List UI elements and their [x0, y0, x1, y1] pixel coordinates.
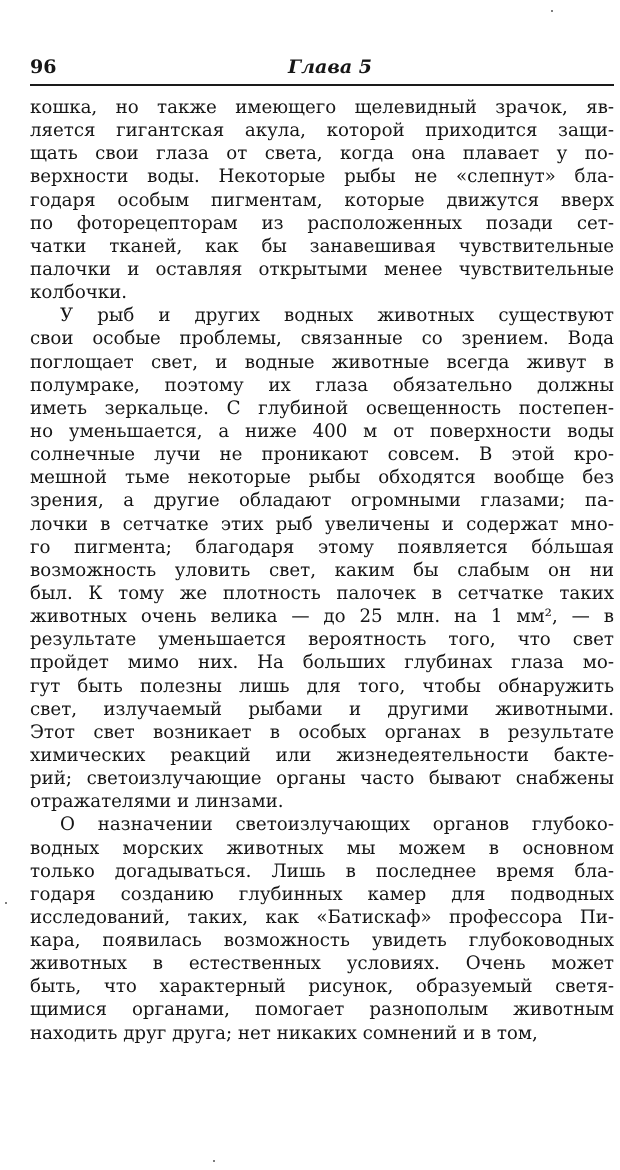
- text-line: химических реакций или жизнедеятельности бакте-: [30, 744, 614, 766]
- text-line: годаря созданию глубинных камер для подводных: [30, 883, 614, 905]
- text-line: был. К тому же плотность палочек в сетчатке таких: [30, 582, 614, 604]
- text-line: зрения, а другие обладают огромными глазами; па-: [30, 490, 614, 512]
- page-header: [30, 50, 614, 86]
- text-line: иметь зеркальце. С глубиной освещенность постепен-: [30, 397, 614, 419]
- text-line: палочки и оставляя открытыми менее чувствительные: [30, 258, 614, 280]
- running-head: Глава 5: [288, 56, 372, 78]
- scan-speck: [5, 902, 7, 904]
- scan-speck: [213, 1160, 215, 1162]
- text-line: свои особые проблемы, связанные со зрением. Вода: [30, 328, 614, 350]
- text-line: щимися органами, помогает разнополым животным: [30, 999, 614, 1021]
- text-line: исследований, таких, как «Батискаф» профессора Пи-: [30, 906, 614, 928]
- text-line: свет, излучаемый рыбами и другими животными.: [30, 698, 614, 720]
- text-line: животных в естественных условиях. Очень может: [30, 953, 614, 975]
- text-line: кара, появилась возможность увидеть глубоководных: [30, 930, 614, 952]
- text-line: солнечные лучи не проникают совсем. В этой кро-: [30, 444, 614, 466]
- text-line: быть, что характерный рисунок, образуемый светя-: [30, 976, 614, 998]
- text-line: У рыб и других водных животных существуют: [60, 305, 614, 327]
- text-line: го пигмента; благодаря этому появляется бо́льшая: [30, 536, 614, 558]
- text-line: только догадываться. Лишь в последнее время бла-: [30, 860, 614, 882]
- book-page: [30, 50, 614, 1150]
- paragraph: [30, 96, 614, 304]
- text-line: мешной тьме некоторые рыбы обходятся вообще без: [30, 467, 614, 489]
- text-line: рий; светоизлучающие органы часто бывают снабжены: [30, 768, 614, 790]
- text-line: лочки в сетчатке этих рыб увеличены и содержат мно-: [30, 513, 614, 535]
- text-line: колбочки.: [30, 282, 128, 304]
- text-line: годаря особым пигментам, которые движутся вверх: [30, 189, 614, 211]
- text-line: верхности воды. Некоторые рыбы не «слепнут» бла-: [30, 166, 614, 188]
- text-line: по фоторецепторам из расположенных позади сет-: [30, 212, 614, 234]
- text-line: чатки тканей, как бы занавешивая чувствительные: [30, 235, 614, 257]
- body-text: [30, 96, 614, 1045]
- text-line: но уменьшается, а ниже 400 м от поверхности воды: [30, 420, 614, 442]
- text-line: отражателями и линзами.: [30, 791, 284, 813]
- paragraph: [30, 813, 614, 1044]
- text-line: животных очень велика — до 25 млн. на 1 мм², — в: [30, 606, 614, 628]
- text-line: пройдет мимо них. На больших глубинах глаза мо-: [30, 652, 614, 674]
- text-line: находить друг друга; нет никаких сомнений и в том,: [30, 1022, 538, 1044]
- paragraph: [30, 304, 614, 813]
- text-line: поглощает свет, и водные животные всегда живут в: [30, 351, 614, 373]
- text-line: Этот свет возникает в особых органах в результате: [30, 721, 614, 743]
- text-line: водных морских животных мы можем в основном: [30, 837, 614, 859]
- text-line: щать свои глаза от света, когда она плавает у по-: [30, 143, 614, 165]
- page-number: 96: [30, 56, 57, 78]
- text-line: ляется гигантская акула, которой приходится защи-: [30, 120, 614, 142]
- text-line: О назначении светоизлучающих органов глубоко-: [60, 814, 614, 836]
- scan-speck: [551, 10, 553, 12]
- text-line: кошка, но также имеющего щелевидный зрачок, яв-: [30, 97, 614, 118]
- text-line: гут быть полезны лишь для того, чтобы обнаружить: [30, 675, 614, 697]
- text-line: полумраке, поэтому их глаза обязательно должны: [30, 374, 614, 396]
- text-line: результате уменьшается вероятность того, что свет: [30, 629, 614, 651]
- text-line: возможность уловить свет, каким бы слабым он ни: [30, 559, 614, 581]
